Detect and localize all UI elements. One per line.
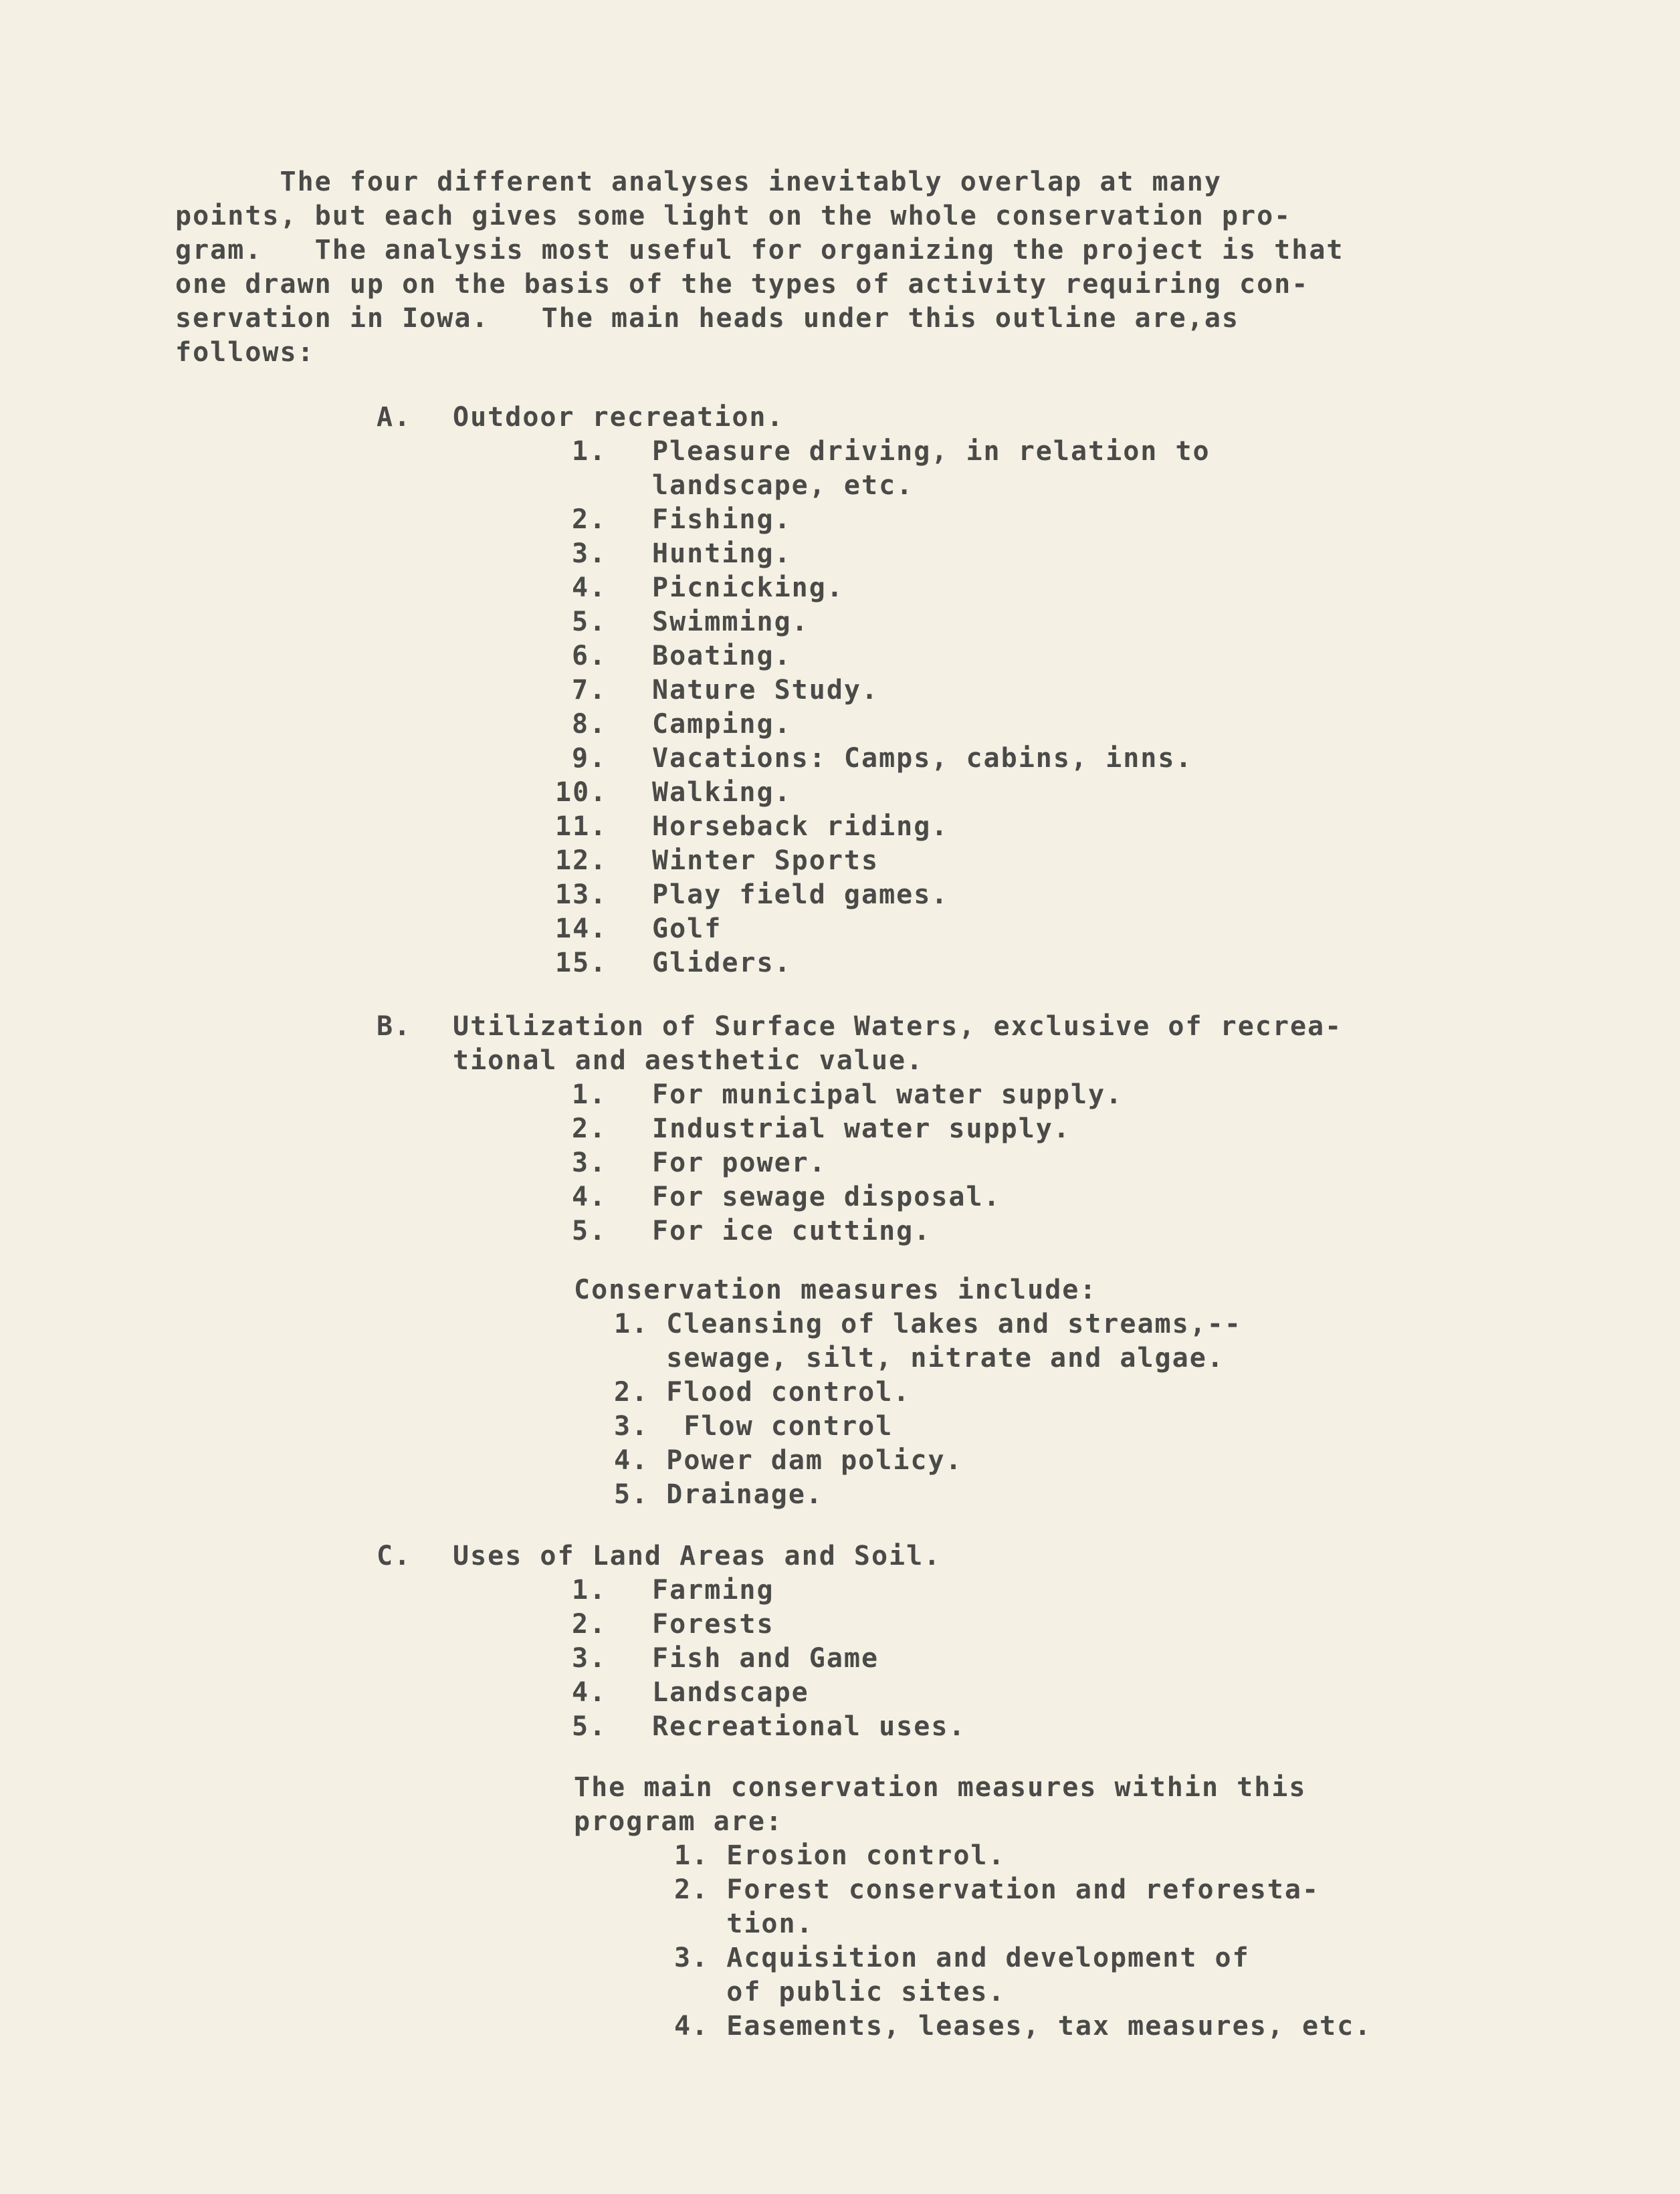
- measure-item: 3. Flow control: [614, 1411, 894, 1442]
- measure-item: 2. Forest conservation and reforesta-: [674, 1874, 1320, 1905]
- list-item-text: Farming: [652, 1575, 774, 1606]
- list-item-number: 1.: [572, 1575, 607, 1606]
- list-item-text: Nature Study.: [652, 675, 879, 705]
- list-item-number: 9.: [572, 743, 607, 774]
- list-item-number: 11.: [555, 811, 608, 842]
- intro-line: gram. The analysis most useful for organizing the project is that: [175, 235, 1344, 265]
- list-item-number: 2.: [572, 1609, 607, 1640]
- section-b-letter: B.: [377, 1011, 412, 1042]
- list-item-number: 5.: [572, 1711, 607, 1742]
- list-item-text: Play field games.: [652, 879, 949, 910]
- list-item-number: 5.: [572, 1216, 607, 1246]
- measures-heading: The main conservation measures within this: [574, 1772, 1307, 1803]
- list-item-text: For municipal water supply.: [652, 1079, 1124, 1110]
- list-item-number: 10.: [555, 777, 608, 808]
- list-item-number: 6.: [572, 641, 607, 671]
- measure-item: 2. Flood control.: [614, 1377, 911, 1408]
- list-item-text: Boating.: [652, 641, 792, 671]
- list-item-number: 1.: [572, 1079, 607, 1110]
- list-item-number: 4.: [572, 1677, 607, 1708]
- list-item-number: 13.: [555, 879, 608, 910]
- intro-line: servation in Iowa. The main heads under this outline are,as: [175, 303, 1240, 334]
- section-b-title: Utilization of Surface Waters, exclusive of recrea-: [453, 1011, 1343, 1042]
- list-item-text: Pleasure driving, in relation to: [652, 436, 1211, 467]
- measures-heading: program are:: [574, 1806, 783, 1837]
- list-item-text: For power.: [652, 1147, 827, 1178]
- list-item-number: 1.: [572, 436, 607, 467]
- list-item-number: 12.: [555, 845, 608, 876]
- measure-item: 5. Drainage.: [614, 1479, 823, 1510]
- section-b-title: tional and aesthetic value.: [453, 1045, 924, 1076]
- section-c-title: Uses of Land Areas and Soil.: [453, 1541, 942, 1571]
- list-item-text: Fish and Game: [652, 1643, 879, 1674]
- measure-item: 1. Erosion control.: [674, 1840, 1006, 1871]
- list-item-text: landscape, etc.: [652, 470, 914, 501]
- list-item-text: Golf: [652, 913, 722, 944]
- list-item-text: For ice cutting.: [652, 1216, 932, 1246]
- list-item-text: Vacations: Camps, cabins, inns.: [652, 743, 1193, 774]
- list-item-number: 2.: [572, 504, 607, 535]
- list-item-number: 3.: [572, 538, 607, 569]
- measure-item: sewage, silt, nitrate and algae.: [614, 1343, 1225, 1374]
- intro-line: points, but each gives some light on the whole conservation pro-: [175, 201, 1292, 231]
- list-item-text: Hunting.: [652, 538, 792, 569]
- list-item-text: Industrial water supply.: [652, 1113, 1071, 1144]
- list-item-number: 15.: [555, 948, 608, 978]
- list-item-number: 14.: [555, 913, 608, 944]
- section-a-title: Outdoor recreation.: [453, 402, 784, 433]
- list-item-number: 3.: [572, 1643, 607, 1674]
- measures-heading: Conservation measures include:: [574, 1275, 1097, 1305]
- list-item-number: 8.: [572, 709, 607, 740]
- list-item-text: Winter Sports: [652, 845, 879, 876]
- list-item-text: Forests: [652, 1609, 774, 1640]
- measure-item: 3. Acquisition and development of: [674, 1943, 1250, 1973]
- measure-item: 4. Easements, leases, tax measures, etc.: [674, 2011, 1372, 2042]
- measure-item: tion.: [674, 1908, 814, 1939]
- measure-item: 4. Power dam policy.: [614, 1445, 963, 1476]
- list-item-text: For sewage disposal.: [652, 1182, 1001, 1212]
- list-item-text: Landscape: [652, 1677, 809, 1708]
- measure-item: 1. Cleansing of lakes and streams,--: [614, 1309, 1242, 1339]
- list-item-text: Recreational uses.: [652, 1711, 966, 1742]
- list-item-number: 5.: [572, 607, 607, 637]
- measure-item: of public sites.: [674, 1977, 1006, 2007]
- list-item-number: 7.: [572, 675, 607, 705]
- list-item-text: Picnicking.: [652, 572, 844, 603]
- intro-line: The four different analyses inevitably overlap at many: [175, 167, 1222, 197]
- section-c-letter: C.: [377, 1541, 412, 1571]
- intro-line: one drawn up on the basis of the types of activity requiring con-: [175, 269, 1309, 300]
- list-item-text: Camping.: [652, 709, 792, 740]
- list-item-number: 2.: [572, 1113, 607, 1144]
- list-item-text: Horseback riding.: [652, 811, 949, 842]
- list-item-number: 4.: [572, 572, 607, 603]
- list-item-text: Walking.: [652, 777, 792, 808]
- intro-line: follows:: [175, 337, 315, 368]
- list-item-number: 3.: [572, 1147, 607, 1178]
- list-item-text: Fishing.: [652, 504, 792, 535]
- section-a-letter: A.: [377, 402, 412, 433]
- list-item-text: Gliders.: [652, 948, 792, 978]
- list-item-number: 4.: [572, 1182, 607, 1212]
- list-item-text: Swimming.: [652, 607, 809, 637]
